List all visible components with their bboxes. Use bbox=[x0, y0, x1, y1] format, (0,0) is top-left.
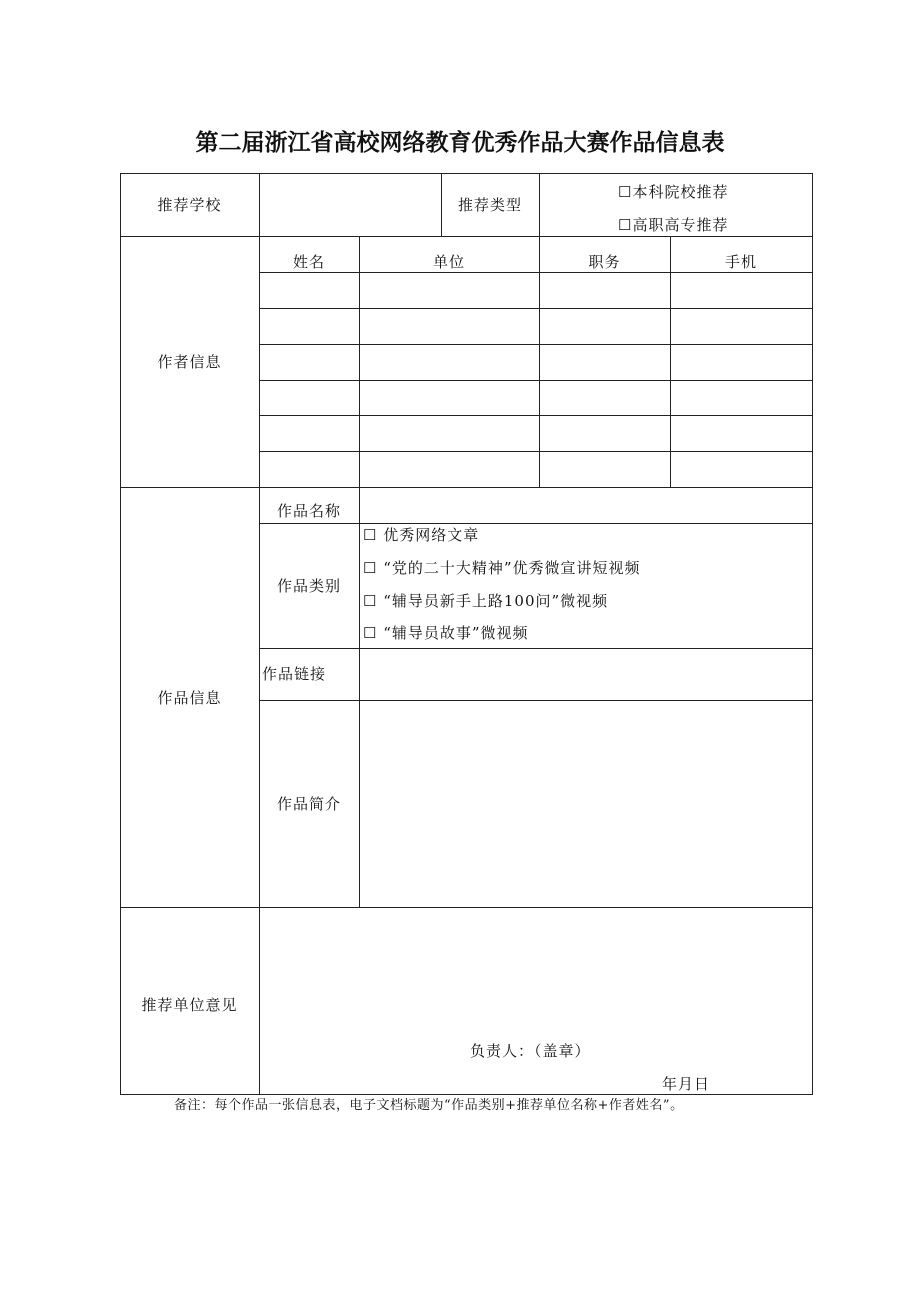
opinion-section-label: 推荐单位意见 bbox=[141, 996, 238, 1014]
author-section-label: 作者信息 bbox=[157, 353, 222, 371]
footnote: 备注：每个作品一张信息表，电子文档标题为“作品类别+推荐单位名称+作者姓名”。 bbox=[174, 1098, 684, 1113]
work-name-label: 作品名称 bbox=[276, 502, 341, 520]
category-option-story-video[interactable]: ☐ “辅导员故事”微视频 bbox=[363, 624, 529, 642]
vocational-checkbox[interactable]: ☐高职高专推荐 bbox=[618, 216, 729, 234]
page-title: 第二届浙江省高校网络教育优秀作品大赛作品信息表 bbox=[195, 130, 725, 156]
work-section-label: 作品信息 bbox=[157, 689, 222, 707]
header-unit: 单位 bbox=[432, 253, 465, 271]
recommend-school-label: 推荐学校 bbox=[157, 196, 222, 214]
header-mobile: 手机 bbox=[724, 253, 757, 271]
signer-stamp: 负责人：（盖章） bbox=[470, 1042, 591, 1060]
work-name-field[interactable] bbox=[360, 488, 812, 523]
work-link-label: 作品链接 bbox=[262, 665, 327, 683]
category-option-100-questions-video[interactable]: ☐ “辅导员新手上路100问”微视频 bbox=[363, 592, 609, 610]
work-intro-label: 作品简介 bbox=[276, 795, 341, 813]
category-option-article[interactable]: ☐ 优秀网络文章 bbox=[363, 526, 480, 544]
opinion-field[interactable] bbox=[260, 908, 812, 1038]
category-option-lecture-video[interactable]: ☐ “党的二十大精神”优秀微宣讲短视频 bbox=[363, 559, 641, 577]
header-position: 职务 bbox=[588, 253, 621, 271]
signature-date: 年月日 bbox=[662, 1075, 711, 1093]
recommend-school-field[interactable] bbox=[260, 174, 441, 236]
recommend-type-label: 推荐类型 bbox=[457, 196, 522, 214]
work-intro-field[interactable] bbox=[360, 701, 812, 907]
work-link-field[interactable] bbox=[360, 649, 812, 700]
work-category-label: 作品类别 bbox=[276, 577, 341, 595]
undergrad-checkbox[interactable]: ☐本科院校推荐 bbox=[618, 183, 729, 201]
header-name: 姓名 bbox=[292, 253, 325, 271]
